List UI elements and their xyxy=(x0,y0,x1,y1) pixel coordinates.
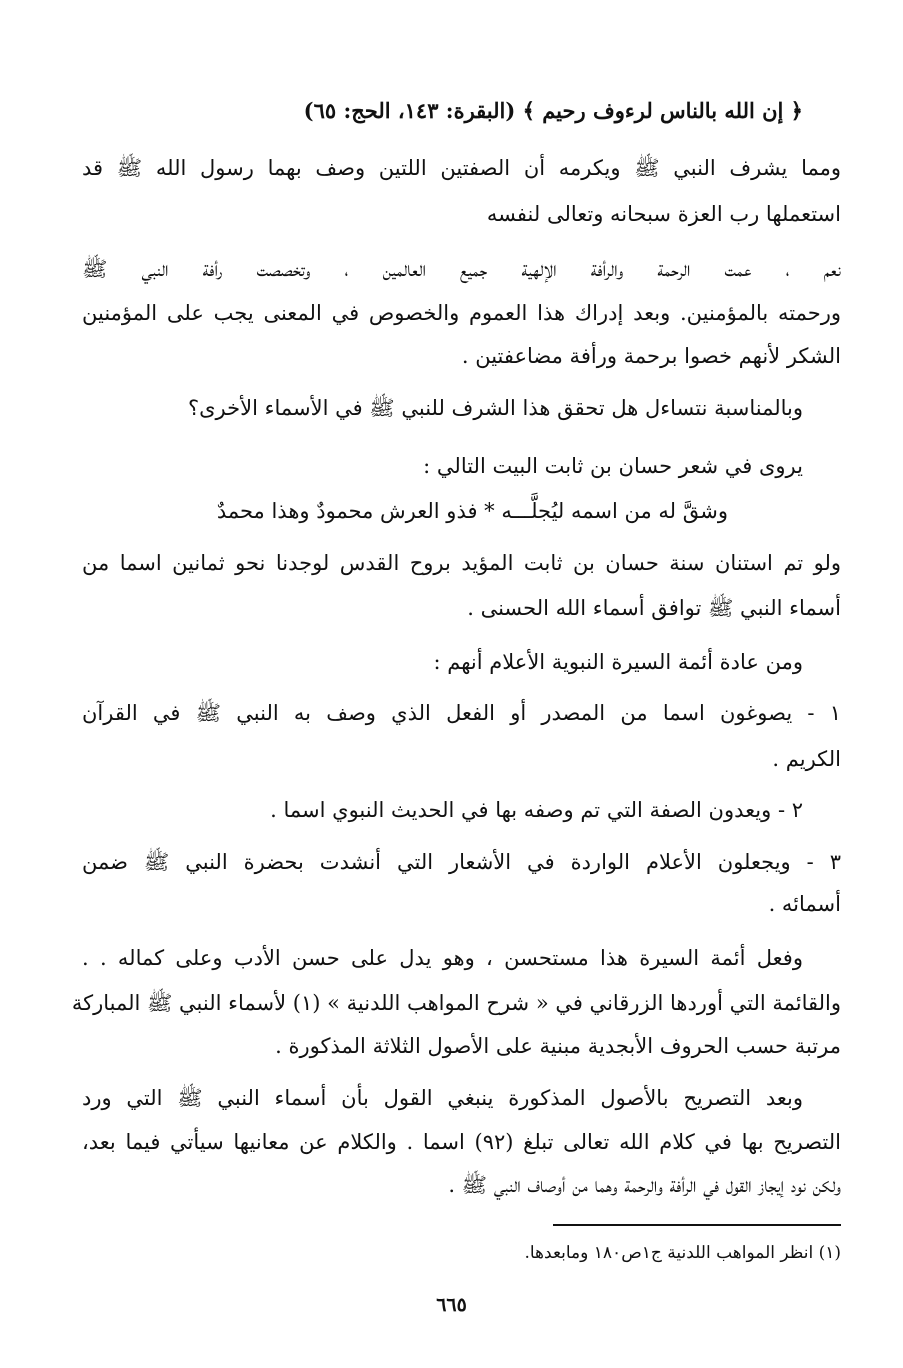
footnote-divider xyxy=(553,1224,841,1226)
paragraph-line: يروى في شعر حسان بن ثابت البيت التالي : xyxy=(423,454,803,478)
paragraph-line: ولو تم استنان سنة حسان بن ثابت المؤيد بروح القدس لوجدنا نحو ثمانين اسما من xyxy=(82,551,841,575)
paragraph-line: ومن عادة أئمة السيرة النبوية الأعلام أنهم : xyxy=(433,650,803,674)
list-item: ٢ - ويعدون الصفة التي تم وصفه بها في الحديث النبوي اسما . xyxy=(270,798,803,822)
footnote: (١) انظر المواهب اللدنية ج١ص١٨٠ ومابعدها. xyxy=(524,1243,841,1263)
paragraph-line: مرتبة حسب الحروف الأبجدية مبنية على الأصول الثلاثة المذكورة . xyxy=(275,1034,841,1058)
paragraph-line: وبعد التصريح بالأصول المذكورة ينبغي القول بأن أسماء النبي ﷺ التي ورد xyxy=(82,1086,803,1110)
poetry-verse: وشقَّ له من اسمه ليُجلَّـــه * فذو العرش محمودٌ وهذا محمدٌ xyxy=(216,499,728,523)
paragraph-line: وبالمناسبة نتساءل هل تحقق هذا الشرف للنبي ﷺ في الأسماء الأخرى؟ xyxy=(187,396,803,420)
list-item: ٣ - ويجعلون الأعلام الواردة في الأشعار التي أنشدت بحضرة النبي ﷺ ضمن xyxy=(82,850,841,874)
paragraph-line: الشكر لأنهم خصوا برحمة ورأفة مضاعفتين . xyxy=(461,344,841,368)
list-item-continuation: أسمائه . xyxy=(768,892,841,916)
paragraph-line: وفعل أئمة السيرة هذا مستحسن ، وهو يدل على حسن الأدب وعلى كماله . . xyxy=(82,946,803,970)
quran-verse-citation: ﴿ إن الله بالناس لرءوف رحيم ﴾ (البقرة: ١٤٣، الحج: ٦٥) xyxy=(303,98,803,123)
paragraph-line: نعم ، عمت الرحمة والرأفة الإلهية جميع العالمين ، وتخصصت رأفة النبي ﷺ xyxy=(82,257,841,281)
paragraph-line: ورحمته بالمؤمنين. وبعد إدراك هذا العموم والخصوص في المعنى يجب على المؤمنين xyxy=(82,301,841,325)
paragraph-line: ومما يشرف النبي ﷺ ويكرمه أن الصفتين اللتين وصف بهما رسول الله ﷺ قد xyxy=(82,156,841,180)
paragraph-line: استعملها رب العزة سبحانه وتعالى لنفسه xyxy=(486,202,841,226)
paragraph-line: أسماء النبي ﷺ توافق أسماء الله الحسنى . xyxy=(467,596,841,620)
list-item-continuation: الكريم . xyxy=(772,747,841,771)
list-item: ١ - يصوغون اسما من المصدر أو الفعل الذي وصف به النبي ﷺ في القرآن xyxy=(82,701,841,725)
paragraph-line: ولكن نود إيجاز القول في الرأفة والرحمة وهما من أوصاف النبي ﷺ . xyxy=(448,1173,841,1197)
page-number: ٦٦٥ xyxy=(436,1294,467,1316)
paragraph-line: والقائمة التي أوردها الزرقاني في « شرح المواهب اللدنية » (١) لأسماء النبي ﷺ المباركة xyxy=(71,991,841,1015)
paragraph-line: التصريح بها في كلام الله تعالى تبلغ (٩٢) اسما . والكلام عن معانيها سيأتي فيما بعد، xyxy=(82,1130,842,1154)
